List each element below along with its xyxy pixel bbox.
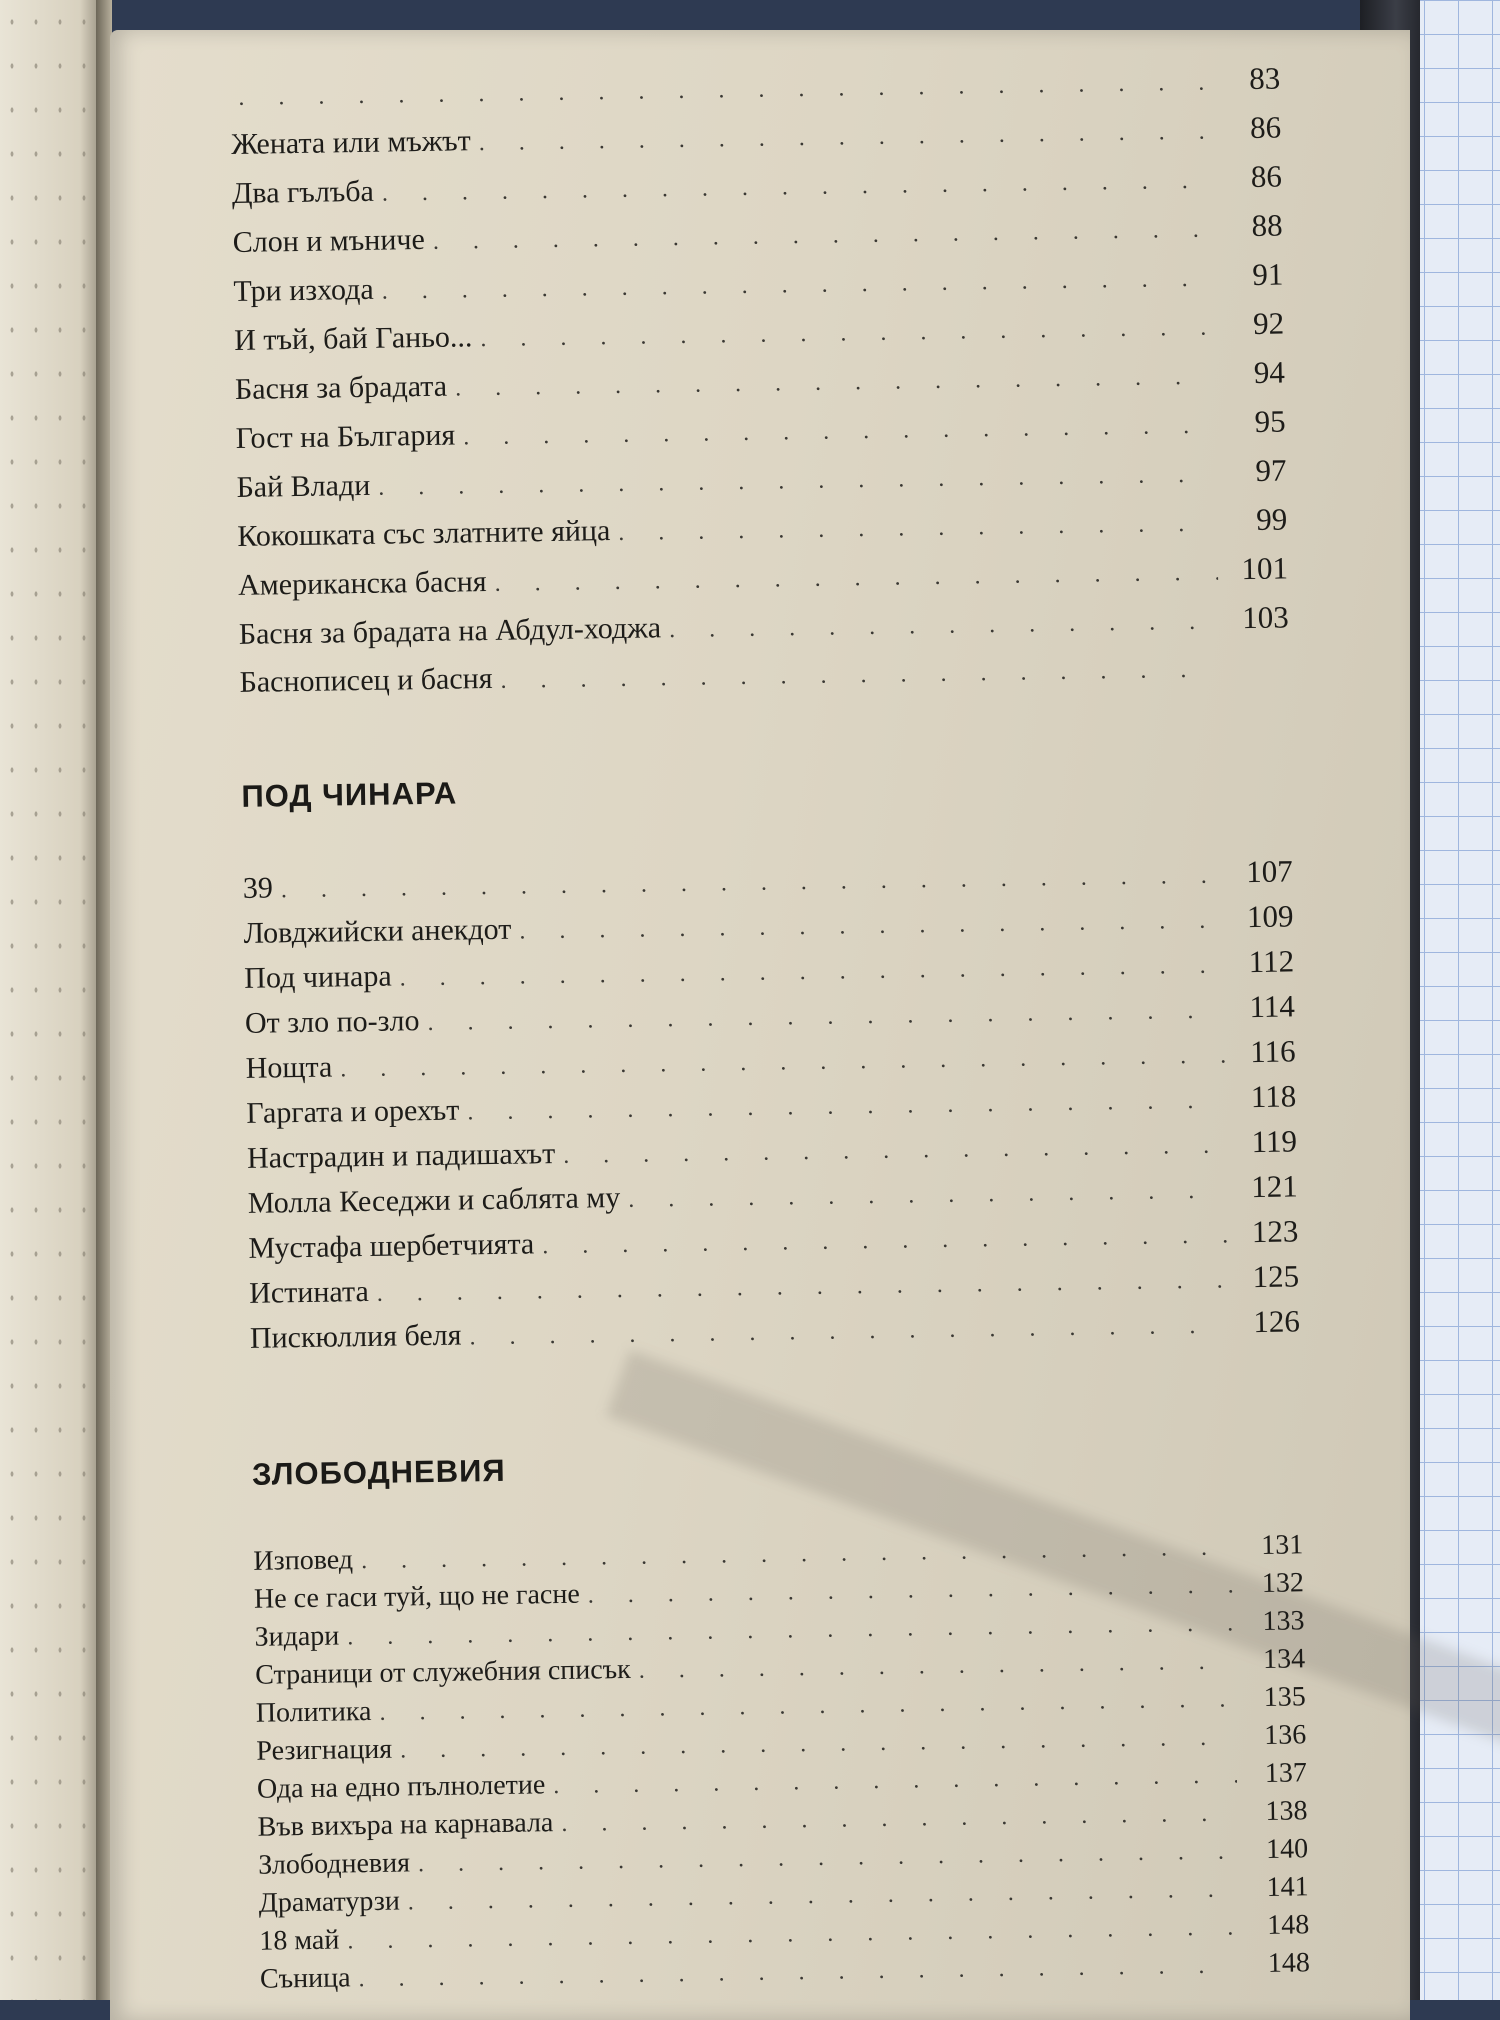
toc-entry-title: Американска басня [238,557,495,610]
toc-entry-title: Два гълъба [232,167,383,218]
toc-entry-title: Жената или мъжът [231,116,479,169]
toc-entry-page: 86 [1211,103,1282,153]
toc-entry-title: 18 май [259,1921,348,1960]
toc-entry-title: Басня за брадата на Абдул-ходжа [238,603,669,659]
toc-entry-title: Съница [260,1959,359,1999]
toc-entry-title: Истината [249,1269,377,1316]
toc-entry-page: 148 [1240,1944,1311,1983]
toc-entry-title: Бай Влади [236,461,378,512]
toc-entry-page: 91 [1213,249,1284,299]
toc-entry-title: Под чинара [244,953,400,1000]
toc-entry-title: Гост на България [235,410,463,463]
toc-entry-page: 107 [1222,848,1293,894]
toc-entry-title: Политика [256,1693,380,1733]
toc-entry-title: Нощта [245,1044,340,1090]
toc-entry-page: 95 [1215,396,1286,446]
toc-entry-page: 114 [1224,983,1295,1029]
toc-entry-title: Кокошката със златните яйца [237,506,619,561]
toc-entry-page: 135 [1235,1678,1306,1717]
toc-entry-page: 94 [1214,347,1285,397]
toc-entry-title: Зидари [254,1617,347,1656]
toc-entry-title: Ловджийски анекдот [243,907,519,956]
toc-entry-page: 116 [1225,1028,1296,1074]
toc-section-pod-chinara [241,760,1300,1359]
toc-entry-page: 121 [1227,1163,1298,1209]
section-heading: ПОД ЧИНАРА [241,760,1291,816]
toc-entry-page: 103 [1218,592,1289,642]
toc-entry-page: 126 [1229,1298,1300,1344]
toc-section-fables [230,54,1290,707]
toc-entry-page: 138 [1237,1792,1308,1831]
book-page [110,30,1410,2020]
toc-entry-page: 109 [1223,893,1294,939]
facing-page [0,0,100,2000]
toc-entry-page: 101 [1218,543,1289,593]
toc-entry-title: Три изхода [233,265,382,316]
toc-section-zlobodnevia [252,1438,1310,1998]
toc-entry-title: Настрадин и падишахът [247,1131,564,1181]
toc-entry-page: 148 [1239,1906,1310,1945]
toc-entry-title: Не се гаси туй, що не гасне [254,1576,588,1619]
toc-entry-page: 132 [1234,1564,1305,1603]
toc-entry-page: 88 [1212,200,1283,250]
toc-entry-title: Ода на едно пълнолетие [257,1766,554,1809]
toc-entry-title: Страници от служебния списък [255,1651,639,1695]
toc-entry-title: Слон и мъниче [232,215,433,267]
toc-entry-page: 137 [1237,1754,1308,1793]
toc-entry-page: 133 [1234,1602,1305,1641]
toc-entry-page [1220,675,1290,676]
toc-entry-page: 125 [1229,1253,1300,1299]
facing-page-dot-leaders [0,0,100,2000]
toc-entry-page: 134 [1235,1640,1306,1679]
toc-entry-title: 39 [243,865,282,911]
toc-entry-page: 112 [1224,938,1295,984]
toc-entry-page: 83 [1210,54,1281,104]
toc-entry-title: Мустафа шербетчията [248,1221,542,1271]
toc-entry-page: 86 [1211,151,1282,201]
toc-entry-page: 131 [1233,1526,1304,1565]
toc-entry-page: 97 [1216,445,1287,495]
toc-entry-title: Изповед [253,1541,361,1581]
toc-entry-page: 123 [1228,1208,1299,1254]
toc-entry-page: 141 [1238,1868,1309,1907]
toc-entry-page: 92 [1214,298,1285,348]
toc-entry-page: 99 [1217,494,1288,544]
dot-leader [500,646,1220,706]
toc-entry-page: 136 [1236,1716,1307,1755]
toc-entry-title: Гаргата и орехът [246,1087,468,1135]
toc-entry-title: Пискюллия беля [250,1312,470,1360]
toc-entry-title: Злободневия [258,1844,418,1885]
toc-entry-page: 119 [1227,1118,1298,1164]
section-heading: ЗЛОБОДНЕВИЯ [252,1438,1302,1494]
toc-entry-title: Басня за брадата [235,362,456,414]
toc-entry-title: От зло по-зло [245,998,428,1046]
toc-entry-title: Баснописец и басня [239,654,501,707]
table-of-contents [230,54,1310,1999]
toc-entry-title: И тъй, бай Ганьо... [234,312,481,365]
toc-entry-page: 118 [1226,1073,1297,1119]
toc-entry-page: 140 [1238,1830,1309,1869]
toc-entry-title: Молла Кеседжи и саблята му [247,1175,628,1226]
toc-entry-title: Драматурзи [259,1882,409,1922]
toc-entry-title: Резигнация [256,1731,400,1771]
toc-entry-title: Във вихъра на карнавала [257,1804,561,1847]
